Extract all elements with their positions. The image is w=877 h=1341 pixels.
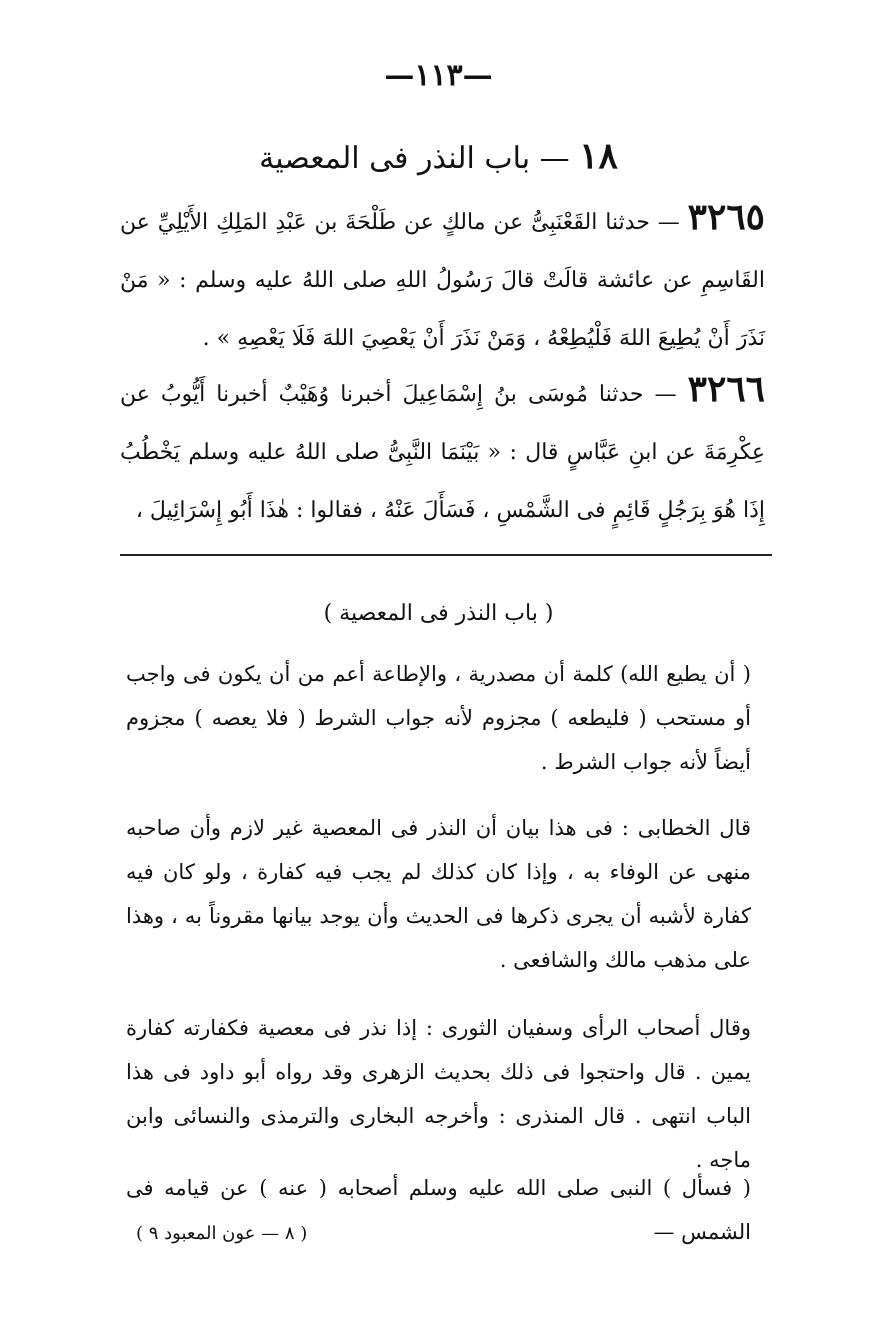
chapter-number: ١٨ xyxy=(579,135,618,177)
commentary-paragraph: ( أن يطيع الله) كلمة أن مصدرية ، والإطاعة أعم من أن يكون فى واجب أو مستحب ( فليطعه ) مجزوم لأنه جواب الشرط ( فلا يعصه ) مجزوم أيضاً لأنه جواب الشرط . xyxy=(126,662,751,774)
footnote-divider xyxy=(120,554,772,556)
hadith-number: ٣٢٦٦ xyxy=(687,368,765,410)
commentary-paragraph: ( فسأل ) النبى صلى الله عليه وسلم أصحابه ( عنه ) عن قيامه فى الشمس — xyxy=(126,1176,751,1244)
page-number: —١١٣— xyxy=(384,58,493,93)
footer-signature: ( ٨ — عون المعبود ٩ ) xyxy=(136,1223,308,1244)
hadith-number: ٣٢٦٥ xyxy=(687,196,766,238)
commentary-paragraph: قال الخطابى : فى هذا بيان أن النذر فى المعصية غير لازم وأن صاحبه منهى عن الوفاء به ، وإذا كان كذلك لم يجب فيه كفارة ، ولو كان فيه كفارة لأشبه أن يجرى ذكرها فى الحديث وأن يوجد بيانها مقروناً به ، وهذا على مذهب مالك والشافعى . xyxy=(126,816,752,972)
hadith-text: — حدثنا القَعْنَبِىُّ عن مالكٍ عن طَلْحَةَ بن عَبْدِ المَلِكِ الأَيْلِيِّ عن القَاسِمِ عن عائشة قالَتْ قالَ رَسُولُ اللهِ صلى اللهُ عليه وسلم : « مَنْ نَذَرَ أَنْ يُطِيعَ اللهَ فَلْيُطِعْهُ ، وَمَنْ نَذَرَ أَنْ يَعْصِيَ اللهَ فَلَا يَعْصِهِ » . xyxy=(120,210,765,351)
commentary-paragraph: وقال أصحاب الرأى وسفيان الثورى : إذا نذر فى معصية فكفارته كفارة يمين . قال واحتجوا فى ذلك بحديث الزهرى وقد رواه أبو داود فى هذا الباب انتهى . قال المنذرى : وأخرجه البخارى والترمذى والنسائى وابن ماجه . xyxy=(126,1016,751,1172)
chapter-title: — باب النذر فى المعصية xyxy=(259,141,570,176)
hadith-text: — حدثنا مُوسَى بنُ إِسْمَاعِيلَ أخبرنا وُهَيْبٌ أخبرنا أَيُّوبُ عن عِكْرِمَةَ عن ابنِ عَبَّاسٍ قال : « بَيْنَمَا النَّبِىُّ صلى اللهُ عليه وسلم يَخْطُبُ إِذَا هُوَ بِرَجُلٍ قَائِمٍ فى الشَّمْسِ ، فَسَأَلَ عَنْهُ ، فقالوا : هٰذَا أَبُو إِسْرَائِيلَ ، xyxy=(120,382,765,523)
hadith-3265 xyxy=(120,188,765,368)
hadith-3266 xyxy=(120,360,765,540)
chapter-heading xyxy=(0,132,877,183)
commentary-title: ( باب النذر فى المعصية ) xyxy=(323,601,554,626)
